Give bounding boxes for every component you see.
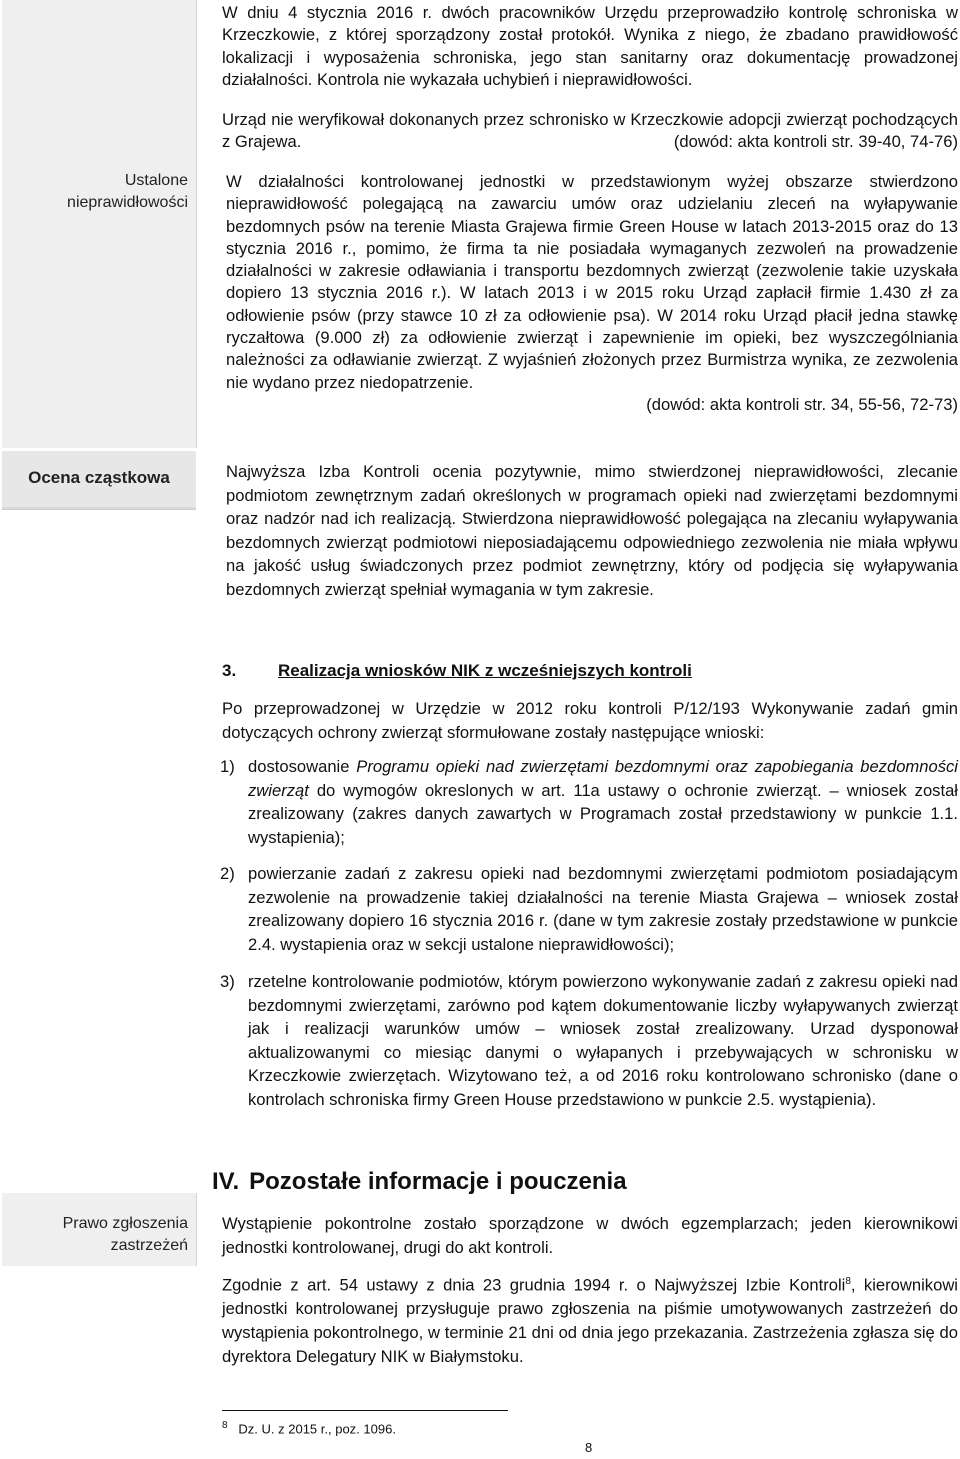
paragraph-egzemplarze: Wystąpienie pokontrolne zostało sporządzone w dwóch egzemplarzach; jeden kierownikowi jednostki kontrolowanej, drugi do akt kontroli. [222, 1214, 958, 1257]
sidebar-panel-top [2, 0, 197, 448]
sidebar-label-ustalone: Ustalone nieprawidłowości [67, 172, 188, 211]
nieprawidlowosci-text: W działalności kontrolowanej jednostki w przedstawionym wyżej obszarze stwierdzono nieprawidłowość polegającą na zawarciu umów oraz udzielaniu zleceń na wyłapywanie bezdomnych psów na terenie Miasta Grajewa firmie Green House w latach 2013-2015 oraz do 13 stycznia 2016 r., pomimo, że firma ta nie posiadała wymaganych zezwoleń na prowadzenie działalności w zakresie odławiania i transportu bezdomnych zwierząt (zezwolenie takie uzyskała dopiero 13 stycznia 2016 r.). W latach 2013 i w 2015 roku Urząd zapłacił firmie 1.430 zł za odłowienie psów (przy stawce 10 zł za odłowienie psa). W 2014 roku Urząd płacił jedna stawkę ryczałtowa (9.000 zł) za odłowienie zwierząt i zapewnienie im opieki, bez wyszczególniania należności za odławianie zwierząt. Z wyjaśnień złożonych przez Burmistrza wynika, ze zezwolenia nie wydano przez niedopatrzenie. [226, 172, 958, 392]
footnote-separator [222, 1410, 508, 1411]
program-title: Programu opieki nad zwierzętami bezdomnymi oraz zapobiegania bezdomności zwierząt [248, 757, 958, 800]
list-item [220, 862, 958, 956]
paragraph-zastrzezenia [222, 1270, 958, 1369]
sidebar-panel-bottom [2, 1193, 197, 1266]
list-item-rest: do wymogów okreslonych w art. 11a ustawy o ochronie zwierząt. – wniosek został zrealizowany (zakres danych zawartych w Programach został przedstawiony w punkcie 1.1. wystapienia); [248, 780, 958, 847]
paragraph-adopcje [222, 109, 958, 154]
zastrzezenia-text-after: , kierownikowi jednostki kontrolowanej przysługuje prawo zgłoszenia na piśmie umotywowanych zastrzeżeń do wystąpienia pokontrolnego, w terminie 21 dni od dnia jego przekazania. Zastrzeżenia zgłasza się do dyrektora Delegatury NIK w Białymstoku. [222, 1275, 958, 1366]
list-item [220, 755, 958, 849]
list-item-body: powierzanie zadań z zakresu opieki nad bezdomnymi zwierzętami podmiotom posiadającym zezwolenie na prowadzenie takiej działalności na terenie Miasta Grajewa – wniosek został zrealizowany dopiero 16 stycznia 2016 r. (dane w tym zakresie zostały przedstawione w punkcie 2.4. wystapienia oraz w sekcji ustalone nieprawidłowości); [248, 864, 958, 954]
sidebar-label-prawo: Prawo zgłoszenia zastrzeżeń [62, 1215, 188, 1254]
section-title: Pozostałe informacje i pouczenia [249, 1168, 627, 1195]
footnote-marker: 8 [222, 1420, 228, 1431]
footnote [222, 1420, 396, 1436]
list-marker: 1) [220, 757, 235, 776]
page-number: 8 [585, 1440, 593, 1455]
ocena-czastkowa-box [2, 450, 196, 510]
list-item-body [248, 755, 958, 849]
evidence-note: (dowód: akta kontroli str. 34, 55-56, 72-73) [646, 394, 958, 414]
footnote-reference: 8 [845, 1276, 851, 1287]
section-4-heading [212, 1166, 627, 1198]
paragraph-ocena: Najwyższa Izba Kontroli ocenia pozytywnie, mimo stwierdzonej nieprawidłowości, zlecanie podmiotom zewnętrznym zadań określonych w programach opieki nad zwierzętami bezdomnymi oraz nadzór nad ich realizacją. Stwierdzona nieprawidłowość polegająca na zlecaniu wyłapywania bezdomnych zwierząt podmiotowi nieposiadającemu odpowiedniego zezwolenia nie miała wpływu na jakość usług świadczonych przez podmiot zewnętrzny, który od podjęcia się wyłapywania bezdomnych zwierząt spełniał wymagania w tym zakresie. [226, 462, 958, 599]
list-item [220, 970, 958, 1112]
paragraph-kontrola-schroniska: W dniu 4 stycznia 2016 r. dwóch pracowników Urzędu przeprowadziło kontrolę schroniska w Krzeczkowie, z której sporządzony został protokół. Wynika z niego, że zbadano prawidłowość lokalizacji i wyposażenia schroniska, jego stan sanitarny oraz dokumentację prowadzonej działalności. Kontrola nie wykazała uchybień i nieprawidłowości. [222, 3, 958, 89]
paragraph-nieprawidlowosci [226, 171, 958, 416]
list-marker: 2) [220, 864, 235, 883]
section-3-heading [222, 659, 692, 683]
paragraph-wnioski-intro: Po przeprowadzonej w Urzędzie w 2012 roku kontroli P/12/193 Wykonywanie zadań gmin dotyczących ochrony zwierząt sformułowane zostały następujące wnioski: [222, 699, 958, 742]
list-item-body: rzetelne kontrolowanie podmiotów, którym powierzono wykonywanie zadań z zakresu opieki nad bezdomnymi zwierzętami, zarówno pod kątem dokumentowanie liczby wyłapywanych zwierząt jak i realizacji warunków umów – wniosek został zrealizowany. Urzad dysponował aktualizowanymi co miesiąc danymi o wyłapanych i przebywających w schronisku w Krzeczkowie zwierzętach. Wizytowano też, a od 2016 roku kontrolowano schronisko (dane o kontrolach schroniska firmy Green House przedstawiono w punkcie 2.5. wystąpienia). [248, 972, 958, 1109]
evidence-note: (dowód: akta kontroli str. 39-40, 74-76) [673, 132, 958, 152]
section-number: 3. [222, 661, 237, 680]
section-title: Realizacja wniosków NIK z wcześniejszych kontroli [278, 661, 692, 680]
zastrzezenia-text-before: Zgodnie z art. 54 ustawy z dnia 23 grudnia 1994 r. o Najwyższej Izbie Kontroli [222, 1275, 846, 1295]
section-number: IV. [212, 1168, 240, 1195]
list-marker: 3) [220, 972, 235, 991]
adopcje-text: Urząd nie weryfikował dokonanych przez schronisko w Krzeczkowie adopcji zwierząt pochodzących z Grajewa. [222, 110, 958, 152]
sidebar-label-ocena: Ocena cząstkowa [28, 468, 170, 487]
footnote-text: Dz. U. z 2015 r., poz. 1096. [238, 1421, 396, 1437]
list-item-lead: dostosowanie [248, 757, 357, 776]
